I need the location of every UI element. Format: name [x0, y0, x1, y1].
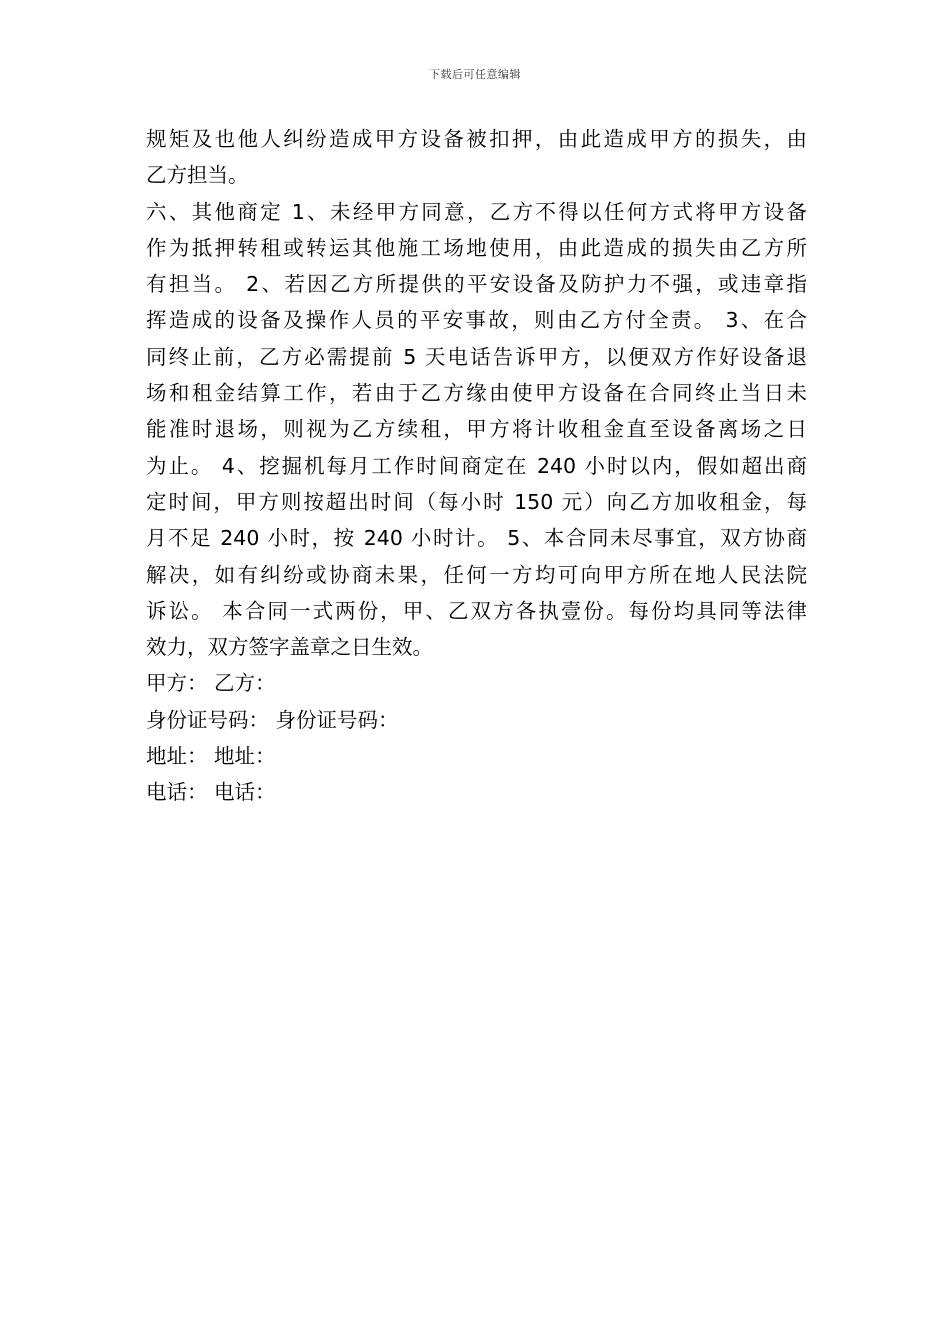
text-line: 乙方担当。: [146, 163, 249, 188]
signature-phone-line: 电话： 电话：: [146, 780, 276, 805]
page-header-note: 下载后可任意编辑: [429, 68, 521, 81]
text-line: 月不足 240 小时，按 240 小时计。 5、本合同未尽事宜，双方协商: [146, 526, 807, 551]
text-line: 规矩及也他人纠纷造成甲方设备被扣押，由此造成甲方的损失，由: [146, 127, 807, 151]
text-line: 场和租金结算工作，若由于乙方缘由使甲方设备在合同终止当日未: [146, 381, 807, 406]
text-line: 有担当。 2、若因乙方所提供的平安设备及防护力不强，或违章指: [146, 272, 807, 297]
text-line: 诉讼。 本合同一式两份，甲、乙双方各执壹份。每份均具同等法律: [146, 598, 807, 623]
text-line: 为止。 4、挖掘机每月工作时间商定在 240 小时以内，假如超出商: [146, 453, 807, 478]
signature-address-line: 地址： 地址：: [146, 744, 276, 769]
signature-block: [146, 665, 807, 810]
signature-party-line: 甲方： 乙方：: [146, 671, 276, 696]
signature-id-line: 身份证号码： 身份证号码：: [146, 707, 399, 732]
paragraph-other-terms: [146, 194, 807, 666]
document-body: [146, 121, 807, 811]
text-line: 六、其他商定 1、未经甲方同意，乙方不得以任何方式将甲方设备: [146, 199, 807, 224]
text-line: 解决，如有纠纷或协商未果，任何一方均可向甲方所在地人民法院: [146, 562, 807, 587]
text-line: 挥造成的设备及操作人员的平安事故，则由乙方付全责。 3、在合: [146, 308, 807, 333]
text-line: 效力，双方签字盖章之日生效。: [146, 635, 433, 660]
text-line: 定时间，甲方则按超出时间（每小时 150 元）向乙方加收租金，每: [146, 489, 807, 514]
text-line: 能准时退场，则视为乙方续租，甲方将计收租金直至设备离场之日: [146, 417, 807, 442]
text-line: 作为抵押转租或转运其他施工场地使用，由此造成的损失由乙方所: [146, 235, 807, 260]
text-line: 同终止前，乙方必需提前 5 天电话告诉甲方，以便双方作好设备退: [146, 344, 807, 369]
paragraph-liability: [146, 121, 807, 194]
